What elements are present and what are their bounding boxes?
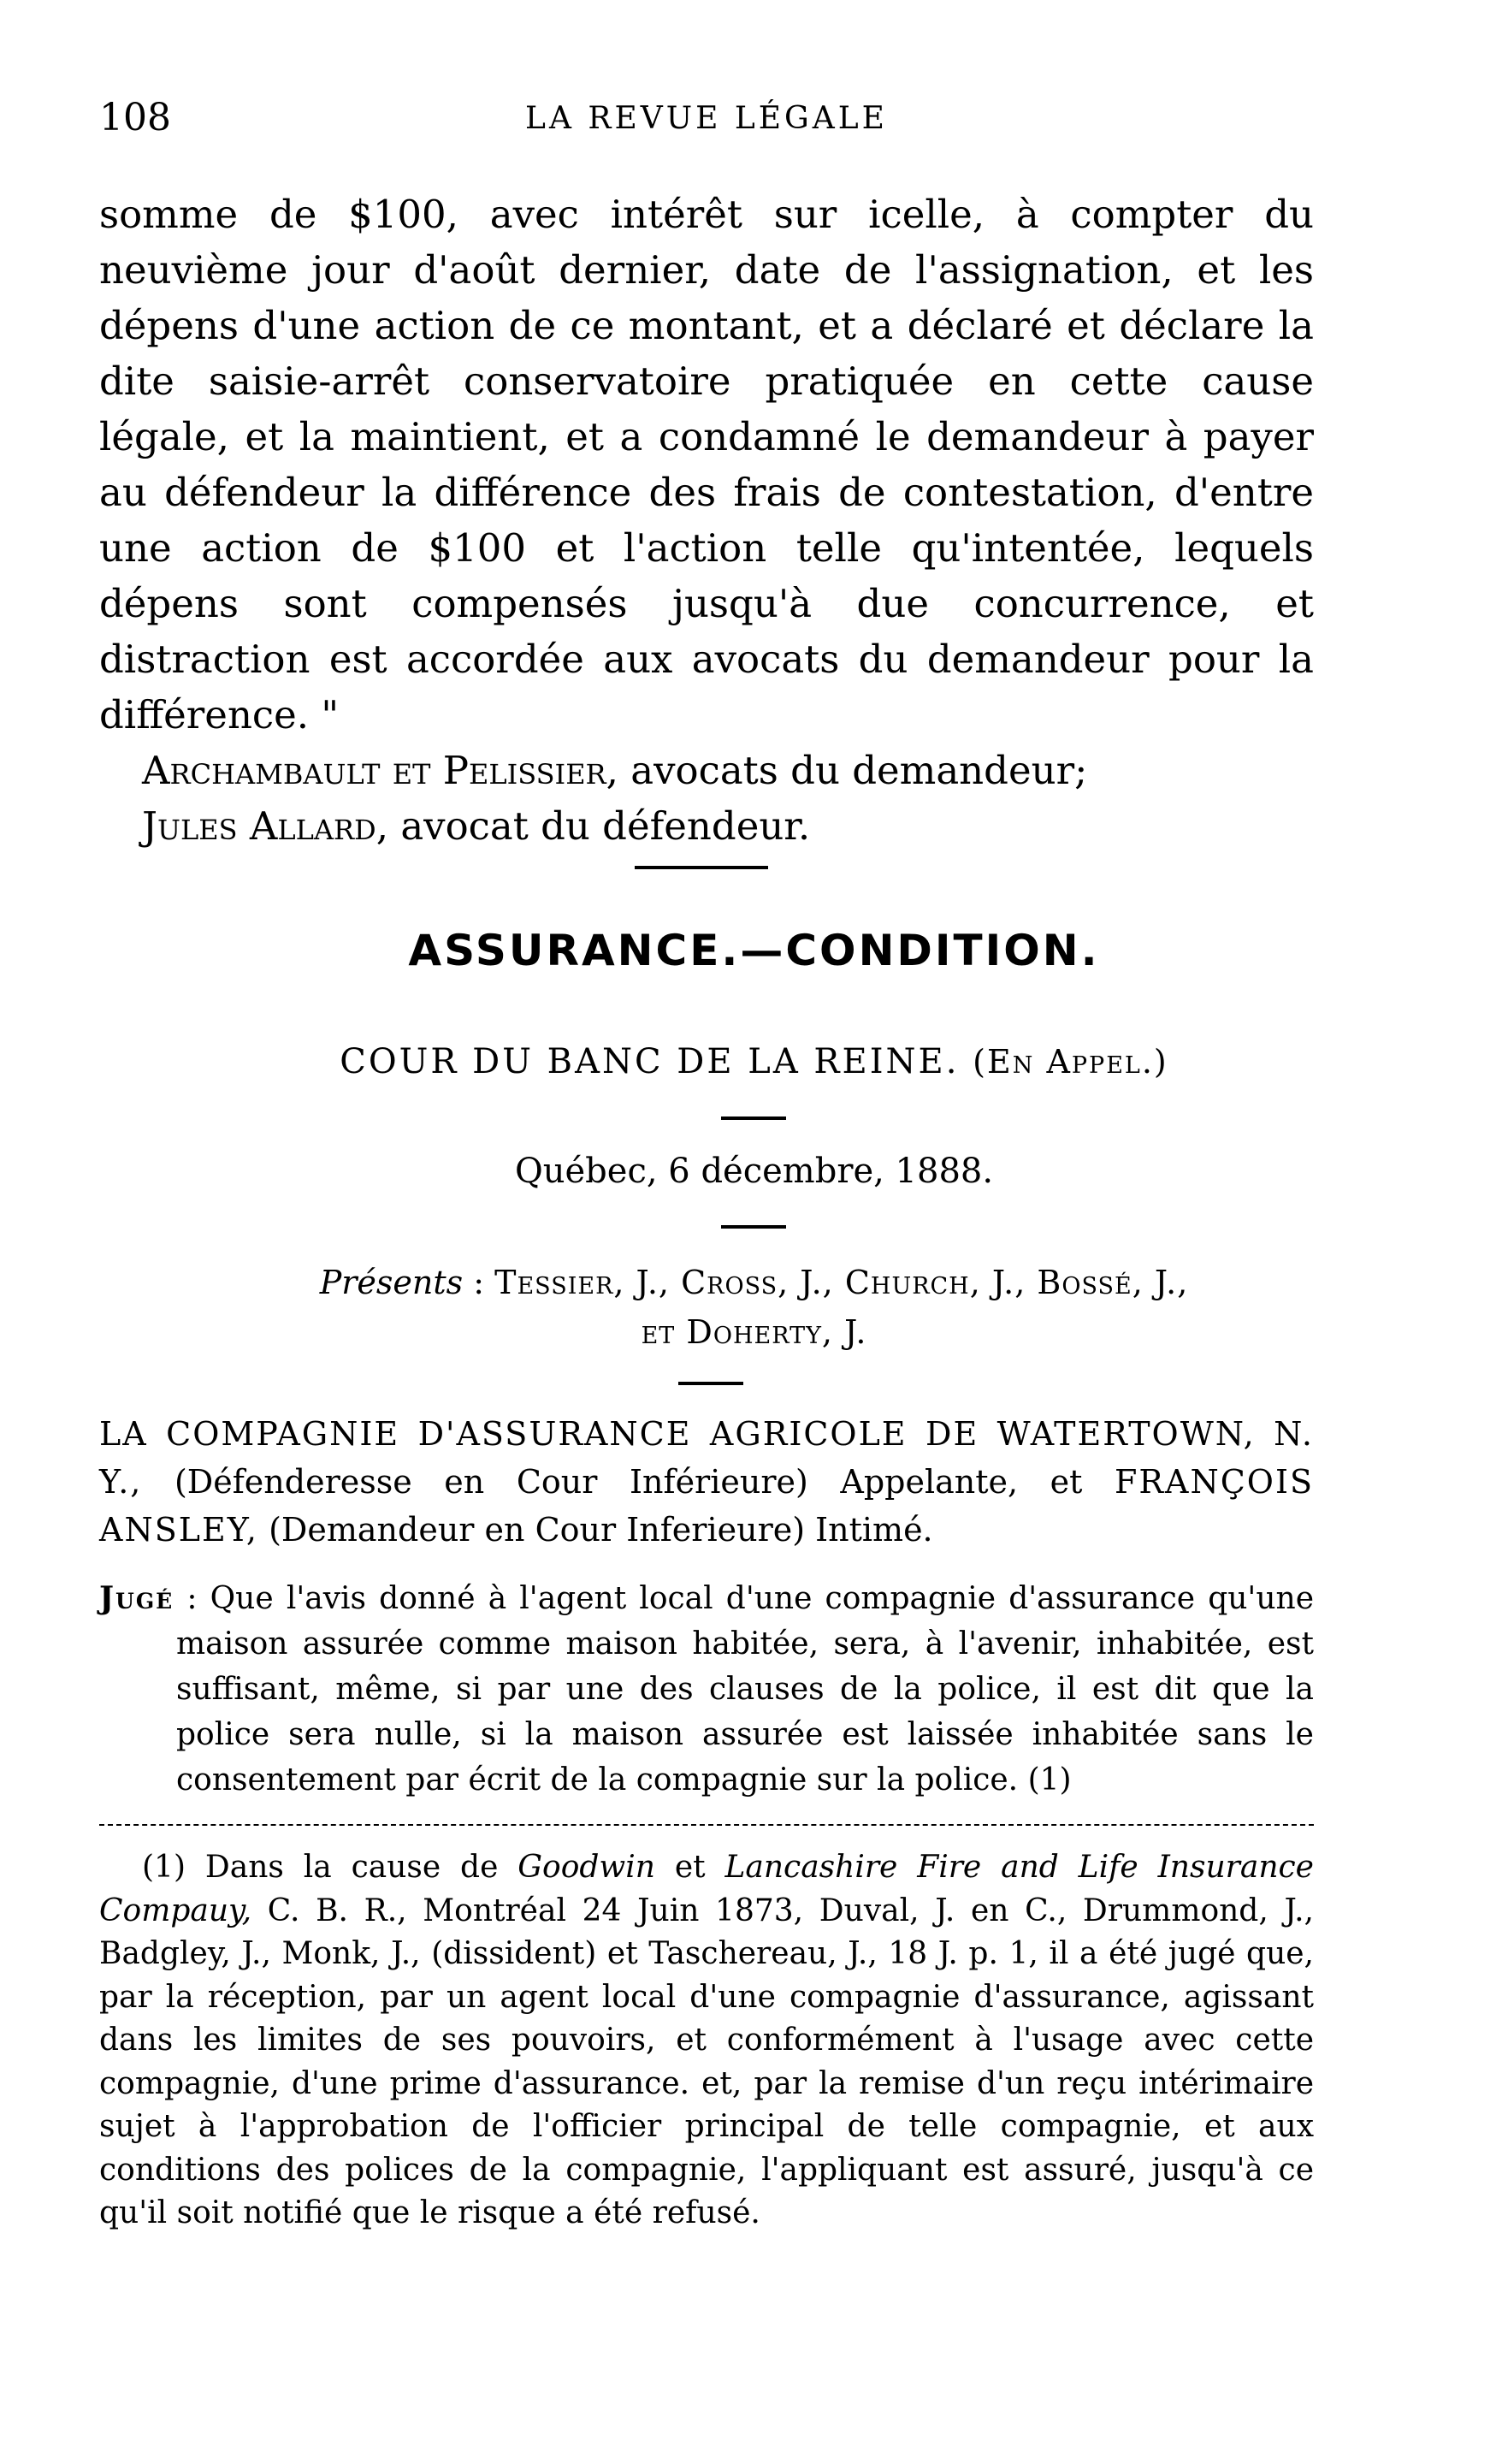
footnote-marker: (1)	[142, 1850, 186, 1885]
respondent-name: FRANÇOIS ANSLEY,	[99, 1463, 1314, 1549]
previous-case-conclusion	[99, 187, 1314, 854]
separator-rule	[721, 1116, 786, 1120]
footnote-part-1: Dans la cause de	[204, 1850, 499, 1885]
page-number: 108	[99, 96, 171, 139]
judgment-paragraph: somme de $100, avec intérêt sur icelle, à compter du neuvième jour d'août dernier, date de l'assignation, et les dépens d'une action de ce montant, et a déclaré et déclare la dite saisie-arrêt conservatoire pratiquée en cette cause légale, et la maintient, et a condamné le demandeur à payer au défendeur la différence des frais de contestation, d'entre une action de $100 et l'action telle qu'intentée, lequels dépens sont compensés jusqu'à due concurrence, et distraction est accordée aux avocats du demandeur pour la différence. "	[99, 192, 1314, 737]
appellant-name: LA COMPAGNIE D'ASSURANCE AGRICOLE DE WATERTOWN, N. Y.,	[99, 1415, 1314, 1501]
holding-separator: :	[174, 1581, 210, 1616]
footnote	[99, 1846, 1314, 2236]
counsel-plaintiff	[99, 743, 1314, 798]
case-parties	[99, 1410, 1314, 1554]
presents-separator: :	[463, 1264, 495, 1301]
appeal-label: (En Appel.)	[973, 1043, 1168, 1081]
counsel-defendant-role: avocat du défendeur.	[400, 803, 811, 849]
court-name	[0, 1042, 1508, 1081]
counsel-defendant-name: Jules Allard,	[142, 803, 389, 849]
presents-label: Présents	[319, 1264, 464, 1301]
counsel-defendant	[99, 798, 1314, 854]
footnote-and: et	[674, 1850, 706, 1885]
judgment-date: Québec, 6 décembre, 1888.	[514, 1152, 994, 1191]
holding-paragraph	[99, 1576, 1314, 1803]
judges-line-2: et Doherty, J.	[641, 1313, 867, 1351]
holding-label: Jugé	[99, 1580, 174, 1616]
judges-present	[171, 1258, 1337, 1357]
case-title: ASSURANCE.—CONDITION.	[408, 926, 1100, 975]
running-title: LA REVUE LÉGALE	[525, 101, 888, 136]
counsel-plaintiff-role: avocats du demandeur;	[630, 748, 1088, 793]
footnote-case-b: Lancashire Fire and Life Insurance Compauy,	[99, 1850, 1314, 1928]
holding-text: Que l'avis donné à l'agent local d'une compagnie d'assurance qu'une maison assurée comme maison habitée, sera, à l'avenir, inhabitée, est suffisant, même, si par une des clauses de la police, il est dit que la police sera nulle, si la maison assurée est laissée inhabitée sans le consentement par écrit de la compagnie sur la police. (1)	[176, 1581, 1315, 1798]
holding	[99, 1576, 1314, 1803]
footnote-separator	[99, 1824, 1314, 1826]
page-header	[99, 96, 1314, 147]
separator-rule	[678, 1382, 743, 1385]
footnote-paragraph	[99, 1846, 1314, 2236]
counsel-plaintiff-names: Archambault et Pelissier,	[142, 748, 618, 793]
separator-rule	[721, 1225, 786, 1229]
appellant-role: (Défenderesse en Cour Inférieure) Appelante, et	[174, 1463, 1083, 1501]
footnote-case-a: Goodwin	[517, 1850, 655, 1885]
separator-rule	[635, 866, 768, 869]
court-label: COUR DU BANC DE LA REINE.	[340, 1042, 960, 1081]
judges-line-1: Tessier, J., Cross, J., Church, J., Bossé, J.,	[494, 1264, 1189, 1301]
respondent-role: (Demandeur en Cour Inferieure) Intimé.	[269, 1511, 933, 1549]
footnote-part-2: C. B. R., Montréal 24 Juin 1873, Duval, J. en C., Drummond, J., Badgley, J., Monk, J., (dissident) et Taschereau, J., 18 J. p. 1, il a été jugé que, par la réception, par un agent local d'une compagnie d'assurance, agissant dans les limites de ses pouvoirs, et conformément à l'usage avec cette compagnie, d'une prime d'assurance. et, par la remise d'un reçu intérimaire sujet à l'approbation de l'officier principal de telle compagnie, et aux conditions des polices de la compagnie, l'appliquant est assuré, jusqu'à ce qu'il soit notifié que le risque a été refusé.	[99, 1892, 1314, 2230]
